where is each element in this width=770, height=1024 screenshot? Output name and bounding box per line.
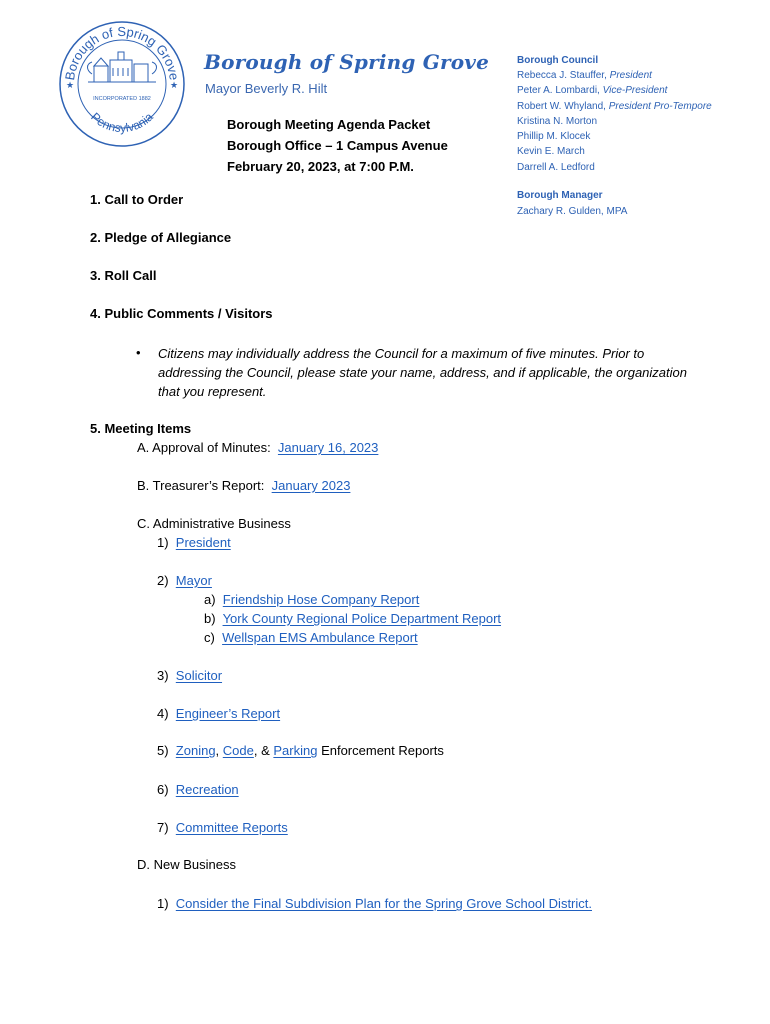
mayor-sub-item-fire: a) Friendship Hose Company Report [204,592,420,607]
admin-item-mayor: 2) Mayor [157,573,212,588]
seal-star-icon: ★ [66,80,75,90]
mayor-sub-item-ems: c) Wellspan EMS Ambulance Report [204,630,418,645]
agenda-item-public-comments: 4. Public Comments / Visitors [90,306,273,321]
treasurers-report: B. Treasurer’s Report: January 2023 [137,478,351,493]
admin-item-committee: 7) Committee Reports [157,820,288,835]
solicitor-link[interactable]: Solicitor [175,668,223,683]
packet-location: Borough Office – 1 Campus Avenue [227,138,448,153]
council-member: Peter A. Lombardi, Vice-President [517,85,668,97]
new-business: D. New Business [137,857,236,872]
manager-heading: Borough Manager [517,190,603,201]
packet-title: Borough Meeting Agenda Packet [227,117,431,132]
packet-date: February 20, 2023, at 7:00 P.M. [227,159,414,174]
manager-name: Zachary R. Gulden, MPA [517,206,628,217]
code-link[interactable]: Code [222,743,254,758]
council-member: Rebecca J. Stauffer, President [517,70,652,81]
bullet-icon: • [136,345,141,360]
parking-link[interactable]: Parking [273,743,318,758]
admin-item-enforcement: 5) Zoning, Code, & Parking Enforcement Reports [157,743,444,758]
administrative-business: C. Administrative Business [137,516,291,531]
public-comment-note: Citizens may individually address the Council for a maximum of five minutes. Prior to addressing the Council, please state your name, address, and if applicable, the organization that you represent. [158,346,687,399]
seal-bottom-text: Pennsylvania [88,109,156,136]
new-business-item-1: 1) Consider the Final Subdivision Plan for the Spring Grove School District. [157,896,592,911]
agenda-item-meeting-items: 5. Meeting Items [90,421,192,436]
borough-title: Borough of Spring Grove [204,50,490,74]
mayor-sub-item-police: b) York County Regional Police Department Report [204,611,502,626]
mayor-name: Mayor Beverly R. Hilt [205,81,328,96]
borough-seal [58,20,186,148]
mayor-link[interactable]: Mayor [175,573,212,588]
agenda-item-call-to-order: 1. Call to Order [90,192,184,207]
recreation-link[interactable]: Recreation [175,782,239,797]
committee-reports-link[interactable]: Committee Reports [175,820,288,835]
council-member: Darrell A. Ledford [517,161,595,173]
fire-company-report-link[interactable]: Friendship Hose Company Report [222,592,420,607]
seal-top-text: Borough of Spring Grove [62,23,182,82]
admin-item-engineer: 4) Engineer’s Report [157,706,281,721]
admin-item-president: 1) President [157,535,231,550]
council-member: Phillip M. Klocek [517,131,591,143]
council-list [517,68,712,175]
police-report-link[interactable]: York County Regional Police Department Report [222,611,502,626]
ems-report-link[interactable]: Wellspan EMS Ambulance Report [222,630,418,645]
president-link[interactable]: President [175,535,231,550]
minutes-link[interactable]: January 16, 2023 [277,440,379,455]
zoning-link[interactable]: Zoning [175,743,216,758]
seal-star-icon: ★ [170,80,179,90]
agenda-item-pledge: 2. Pledge of Allegiance [90,230,232,245]
approval-of-minutes: A. Approval of Minutes: January 16, 2023 [137,440,379,455]
seal-buildings-icon [88,52,157,82]
admin-item-solicitor: 3) Solicitor [157,668,223,683]
treasurer-report-link[interactable]: January 2023 [271,478,351,493]
council-member: Robert W. Whyland, President Pro-Tempore [517,100,712,112]
engineer-report-link[interactable]: Engineer’s Report [175,706,281,721]
council-member: Kevin E. March [517,146,585,158]
admin-item-recreation: 6) Recreation [157,782,239,797]
seal-incorporated-text: INCORPORATED 1882 [93,96,151,102]
council-member: Kristina N. Morton [517,115,598,127]
agenda-item-roll-call: 3. Roll Call [90,268,157,283]
subdivision-plan-link[interactable]: Consider the Final Subdivision Plan for the Spring Grove School District. [175,896,592,911]
council-heading: Borough Council [517,55,599,66]
